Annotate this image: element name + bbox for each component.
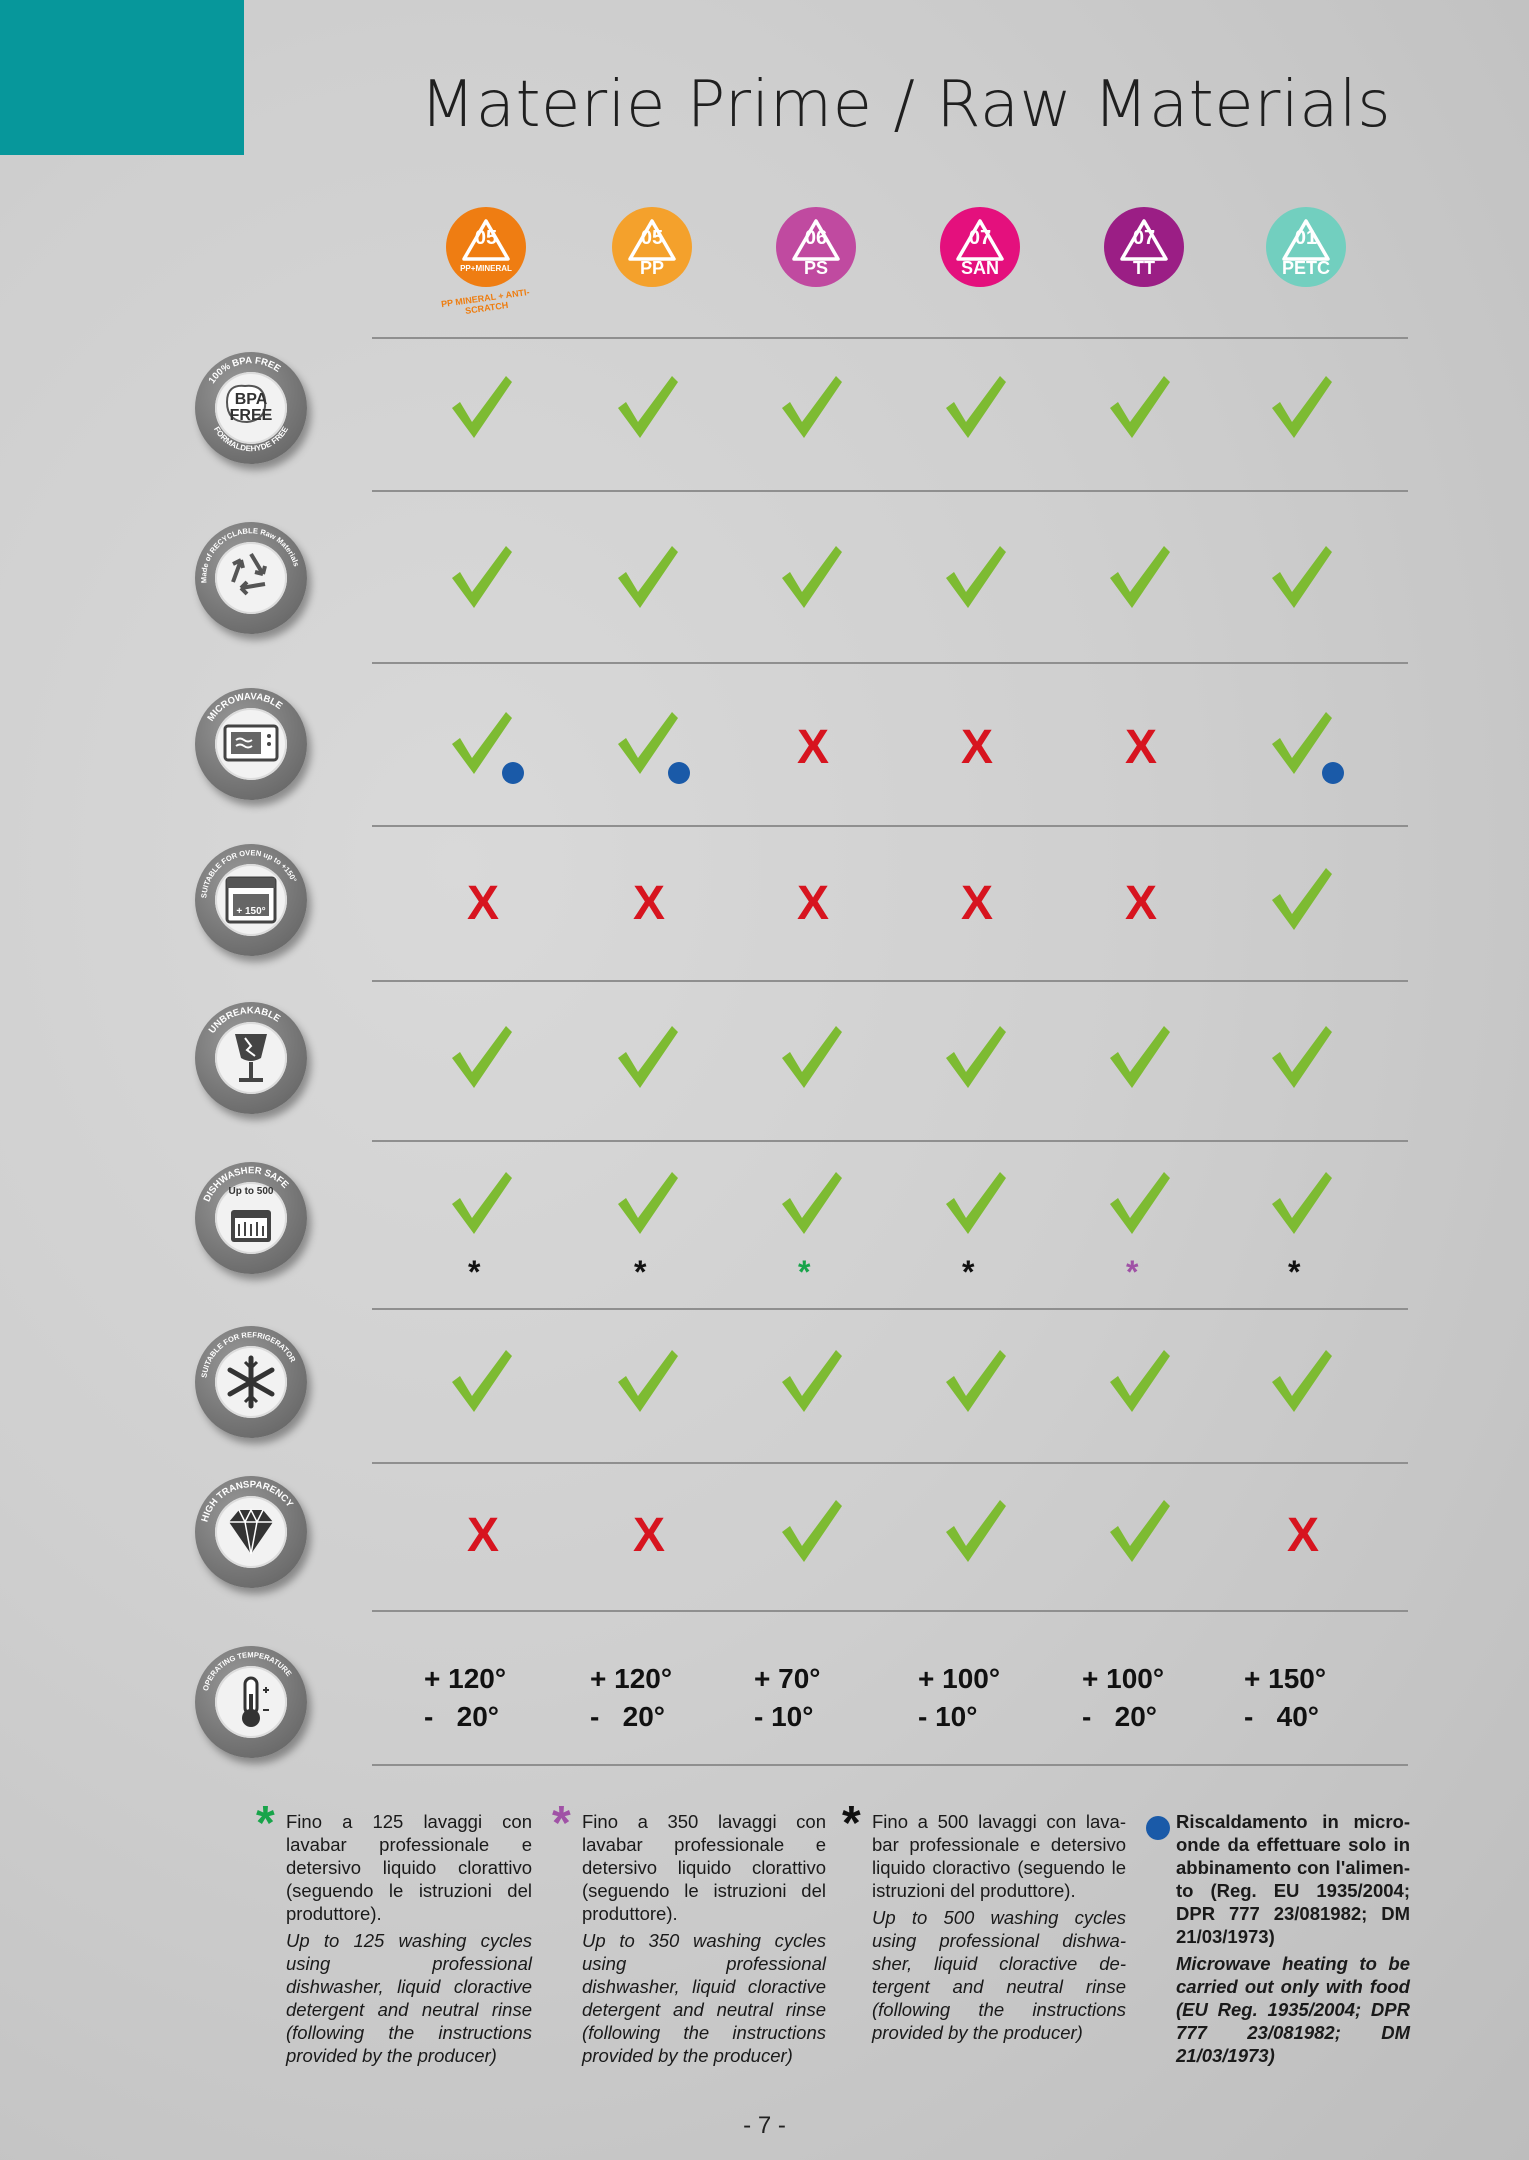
material-badge xyxy=(440,207,531,316)
icon-arc-label xyxy=(195,1646,307,1758)
check-icon xyxy=(1104,372,1174,442)
temperature-min: - 10° xyxy=(918,1701,978,1732)
row-divider xyxy=(372,1764,1408,1766)
footnote-text xyxy=(1176,1810,1410,2071)
check-icon xyxy=(446,1346,516,1416)
material-code: 06 xyxy=(804,227,828,249)
temperature-range xyxy=(590,1660,730,1736)
check-icon xyxy=(612,542,682,612)
check-icon xyxy=(1104,1496,1174,1566)
diamond-icon xyxy=(195,1476,307,1588)
arc-text: SUITABLE FOR REFRIGERATOR xyxy=(199,1330,298,1379)
arc-text-bottom: FORMALDEHYDE FREE xyxy=(211,425,291,454)
dishwasher-star: * xyxy=(798,1254,811,1290)
temperature-max: + 120° xyxy=(424,1663,507,1694)
cross-icon: X xyxy=(1125,721,1158,774)
dishwasher-star: * xyxy=(1126,1254,1139,1290)
icon-arc-label xyxy=(195,1476,307,1588)
row-divider xyxy=(372,662,1408,664)
temperature-range xyxy=(754,1660,894,1736)
material-subtitle: PP MINERAL + ANTI-SCRATCH xyxy=(440,286,531,316)
check-icon xyxy=(940,1496,1010,1566)
footnote-text xyxy=(286,1810,532,2071)
dishwasher-icon xyxy=(195,1162,307,1274)
check-icon xyxy=(940,1346,1010,1416)
temperature-min: - 20° xyxy=(424,1701,500,1732)
check-icon xyxy=(776,542,846,612)
material-badge xyxy=(776,207,856,287)
check-icon xyxy=(1104,1168,1174,1238)
material-name: PETC xyxy=(1281,258,1330,278)
row-divider xyxy=(372,825,1408,827)
check-icon xyxy=(1266,1022,1336,1092)
arc-text: OPERATING TEMPERATURE xyxy=(200,1650,294,1693)
icon-glyph-label: + 150° xyxy=(236,906,266,917)
temperature-min: - 20° xyxy=(590,1701,666,1732)
check-icon xyxy=(776,372,846,442)
unbreakable-glass-icon xyxy=(195,1002,307,1114)
microwave-icon xyxy=(195,688,307,800)
check-icon xyxy=(776,1022,846,1092)
row-divider xyxy=(372,1140,1408,1142)
cross-icon: X xyxy=(961,877,994,930)
check-icon xyxy=(940,1168,1010,1238)
thermometer-icon xyxy=(195,1646,307,1758)
check-icon xyxy=(1266,542,1336,612)
row-divider xyxy=(372,1610,1408,1612)
footnote-italian: Riscaldamento in micro-onde da effettuare solo in abbinamento con l'alimen-to (Reg. EU 1935/2004; DPR 777 23/081982; DM 21/03/1973) xyxy=(1176,1811,1410,1947)
check-icon xyxy=(612,1346,682,1416)
cross-icon: X xyxy=(467,877,500,930)
bpa-free-icon xyxy=(195,352,307,464)
material-code: 05 xyxy=(474,227,498,249)
check-icon xyxy=(612,1022,682,1092)
temperature-range xyxy=(918,1660,1058,1736)
temperature-range xyxy=(1244,1660,1384,1736)
temperature-min: - 10° xyxy=(754,1701,814,1732)
check-icon xyxy=(446,542,516,612)
footnote-text xyxy=(872,1810,1126,2048)
icon-glyph-label: BPA FREE xyxy=(229,391,273,424)
material-badge xyxy=(1266,207,1346,287)
check-icon xyxy=(1104,1022,1174,1092)
check-icon xyxy=(446,1168,516,1238)
row-divider xyxy=(372,1308,1408,1310)
cross-icon: X xyxy=(961,721,994,774)
check-icon xyxy=(446,1022,516,1092)
material-name: PP xyxy=(639,258,664,278)
material-badge xyxy=(940,207,1020,287)
material-name: SAN xyxy=(960,258,999,278)
icon-arc-label xyxy=(195,522,307,634)
microwave-note-dot xyxy=(502,762,524,784)
icon-glyph-label: Up to 500 xyxy=(228,1186,274,1197)
oven-icon xyxy=(195,844,307,956)
microwave-note-dot xyxy=(1322,762,1344,784)
dishwasher-star: * xyxy=(634,1254,647,1290)
check-icon xyxy=(446,372,516,442)
arc-text: 100% BPA FREE xyxy=(206,355,283,386)
note-dot-marker xyxy=(1146,1816,1170,1840)
note-star-marker: * xyxy=(842,1797,861,1850)
cross-icon: X xyxy=(1287,1509,1320,1562)
arc-text: HIGH TRANSPARENCY xyxy=(199,1479,296,1524)
row-divider xyxy=(372,980,1408,982)
material-badge xyxy=(612,207,692,287)
dishwasher-star: * xyxy=(468,1254,481,1290)
snowflake-icon xyxy=(195,1326,307,1438)
teal-corner-block xyxy=(0,0,244,155)
icon-arc-label xyxy=(195,688,307,800)
dishwasher-star: * xyxy=(962,1254,975,1290)
check-icon xyxy=(776,1168,846,1238)
cross-icon: X xyxy=(467,1509,500,1562)
arc-text: MICROWAVABLE xyxy=(205,691,285,724)
check-icon xyxy=(612,372,682,442)
row-divider xyxy=(372,1462,1408,1464)
cross-icon: X xyxy=(1125,877,1158,930)
check-icon xyxy=(940,1022,1010,1092)
row-divider xyxy=(372,490,1408,492)
material-code: 07 xyxy=(1132,227,1156,249)
footnote-text xyxy=(582,1810,826,2071)
temperature-max: + 150° xyxy=(1244,1663,1327,1694)
check-icon xyxy=(1266,1346,1336,1416)
cross-icon: X xyxy=(797,877,830,930)
temperature-min: - 40° xyxy=(1244,1701,1320,1732)
check-icon xyxy=(940,542,1010,612)
cross-icon: X xyxy=(633,1509,666,1562)
footnote-english: Microwave heating to be carried out only with food (EU Reg. 1935/2004; DPR 777 23/081982; DM 21/03/1973) xyxy=(1176,1953,1410,2066)
arc-text: DISHWASHER SAFE xyxy=(201,1165,291,1204)
check-icon xyxy=(940,372,1010,442)
microwave-note-dot xyxy=(668,762,690,784)
footnote-english: Up to 500 washing cycles using professional dishwa-sher, liquid cloractive de-tergent and neutral rinse (following the instructions provided by the producer) xyxy=(872,1907,1126,2043)
footnote-italian: Fino a 500 lavaggi con lava-bar professionale e detersivo liquido cloractivo (seguendo le istruzioni del produttore). xyxy=(872,1811,1126,1901)
temperature-min: - 20° xyxy=(1082,1701,1158,1732)
temperature-range xyxy=(1082,1660,1222,1736)
check-icon xyxy=(1266,372,1336,442)
row-divider xyxy=(372,337,1408,339)
check-icon xyxy=(1266,864,1336,934)
material-name: PS xyxy=(803,258,828,278)
check-icon xyxy=(612,1168,682,1238)
icon-arc-label xyxy=(195,1162,307,1274)
check-icon xyxy=(1104,1346,1174,1416)
recycle-icon xyxy=(195,522,307,634)
cross-icon: X xyxy=(797,721,830,774)
icon-arc-label xyxy=(195,1002,307,1114)
footnote-italian: Fino a 125 lavaggi con lavabar professionale e detersivo liquido clorattivo (seguendo le istruzioni del produttore). xyxy=(286,1811,532,1924)
footnote-italian: Fino a 350 lavaggi con lavabar professionale e detersivo liquido clorattivo (seguendo le istruzioni del produttore). xyxy=(582,1811,826,1924)
icon-arc-label xyxy=(195,1326,307,1438)
check-icon xyxy=(1266,1168,1336,1238)
material-name: TT xyxy=(1133,258,1155,278)
cross-icon: X xyxy=(633,877,666,930)
check-icon xyxy=(776,1346,846,1416)
arc-text: SUITABLE FOR OVEN up to +150° xyxy=(199,848,299,899)
temperature-max: + 120° xyxy=(590,1663,673,1694)
check-icon xyxy=(776,1496,846,1566)
check-icon xyxy=(1104,542,1174,612)
note-star-marker: * xyxy=(552,1797,571,1850)
footnote-english: Up to 350 washing cycles using professional dishwasher, liquid cloractive detergent and neutral rinse (following the instructions provided by the producer) xyxy=(582,1930,826,2066)
temperature-range xyxy=(424,1660,564,1736)
page-number: - 7 - xyxy=(743,2112,786,2139)
icon-arc-label xyxy=(195,844,307,956)
footnote-english: Up to 125 washing cycles using professional dishwasher, liquid cloractive detergent and neutral rinse (following the instructions provided by the producer) xyxy=(286,1930,532,2066)
temperature-max: + 100° xyxy=(918,1663,1001,1694)
temperature-max: + 100° xyxy=(1082,1663,1165,1694)
temperature-max: + 70° xyxy=(754,1663,821,1694)
material-badge xyxy=(1104,207,1184,287)
material-code: 05 xyxy=(640,227,664,249)
arc-text: UNBREAKABLE xyxy=(206,1005,283,1036)
dishwasher-star: * xyxy=(1288,1254,1301,1290)
material-name: PP+MINERAL xyxy=(460,264,512,273)
page-title: Materie Prime / Raw Materials xyxy=(420,68,1392,142)
arc-text: Made of RECYCLABLE Raw Materials xyxy=(199,526,302,584)
material-code: 01 xyxy=(1294,227,1318,249)
note-star-marker: * xyxy=(256,1797,275,1850)
material-code: 07 xyxy=(968,227,992,249)
